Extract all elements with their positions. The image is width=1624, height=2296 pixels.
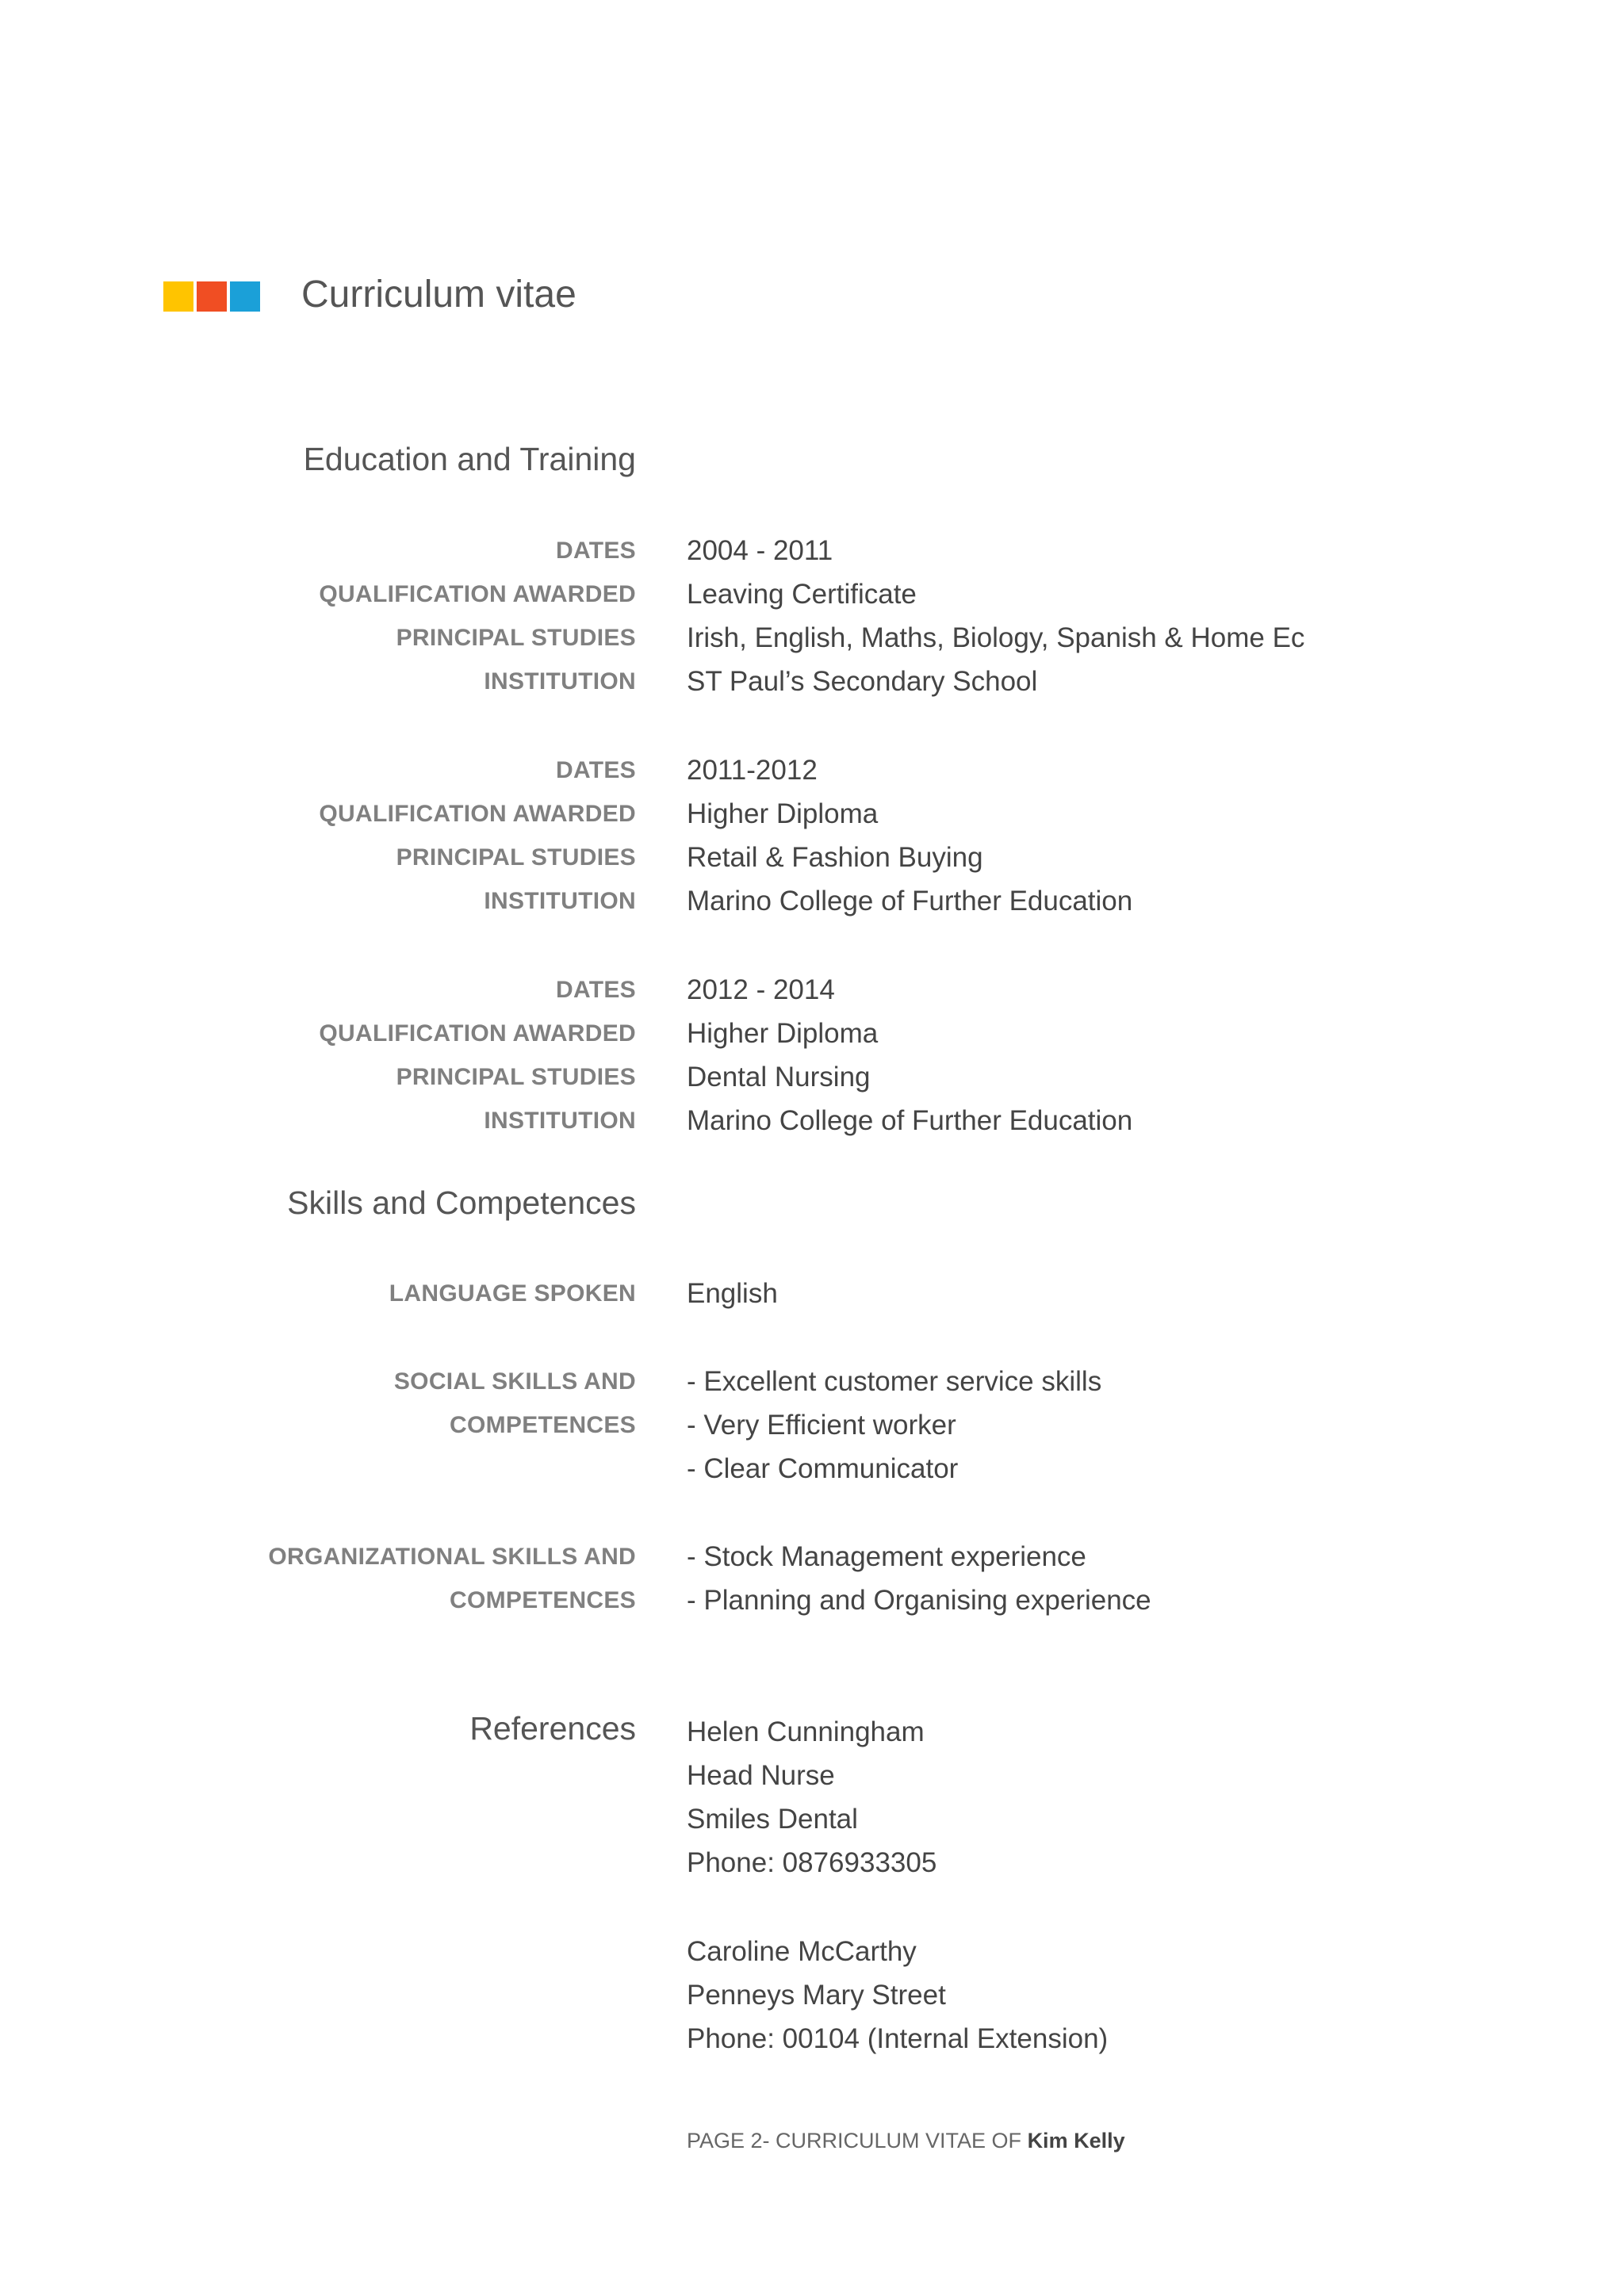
reference-2-name: Caroline McCarthy (687, 1936, 917, 1967)
org-skills-label-line-1: ORGANIZATIONAL SKILLS AND (268, 1544, 636, 1570)
social-skills-row-1 (0, 1360, 1624, 1404)
logo-blue-square (230, 281, 260, 312)
social-skill-item: - Clear Communicator (687, 1453, 959, 1484)
reference-2-company: Penneys Mary Street (687, 1980, 946, 2011)
edu-2-dates-row (0, 748, 1624, 793)
edu-2-studies-label: PRINCIPAL STUDIES (396, 844, 636, 871)
reference-1-title: Head Nurse (687, 1760, 835, 1791)
section-title-education: Education and Training (303, 441, 636, 477)
edu-2-studies: Retail & Fashion Buying (687, 842, 983, 873)
edu-3-dates: 2012 - 2014 (687, 974, 835, 1005)
section-title-references: References (469, 1710, 636, 1747)
edu-3-studies: Dental Nursing (687, 1062, 871, 1093)
edu-1-studies: Irish, English, Maths, Biology, Spanish & Home Ec (687, 622, 1305, 653)
social-skills-row-3 (0, 1447, 1624, 1491)
edu-2-institution-row (0, 879, 1624, 924)
reference-1-company: Smiles Dental (687, 1804, 858, 1835)
edu-1-studies-label: PRINCIPAL STUDIES (396, 625, 636, 651)
reference-2-phone: Phone: 00104 (Internal Extension) (687, 2023, 1109, 2054)
edu-2-dates-label: DATES (556, 757, 636, 783)
edu-2-institution-label: INSTITUTION (484, 888, 636, 914)
language-row (0, 1272, 1624, 1316)
edu-1-qualification-label: QUALIFICATION AWARDED (319, 581, 636, 607)
edu-3-institution: Marino College of Further Education (687, 1105, 1133, 1136)
page-footer (687, 2122, 1125, 2159)
org-skills-label-line-2: COMPETENCES (450, 1587, 636, 1613)
reference-1-phone: Phone: 0876933305 (687, 1847, 937, 1878)
edu-1-qualification-row (0, 572, 1624, 617)
edu-1-dates: 2004 - 2011 (687, 535, 833, 566)
org-skills-row-1 (0, 1535, 1624, 1579)
edu-1-institution-label: INSTITUTION (484, 668, 636, 695)
edu-3-institution-label: INSTITUTION (484, 1108, 636, 1134)
edu-1-qualification: Leaving Certificate (687, 579, 917, 610)
org-skill-item: - Stock Management experience (687, 1541, 1086, 1572)
edu-3-institution-row (0, 1099, 1624, 1143)
logo-red-square (197, 281, 227, 312)
edu-1-dates-label: DATES (556, 538, 636, 564)
edu-1-studies-row (0, 616, 1624, 660)
edu-3-qualification: Higher Diploma (687, 1018, 879, 1049)
edu-2-qualification-row (0, 792, 1624, 836)
reference-1-name: Helen Cunningham (687, 1716, 925, 1747)
edu-3-studies-label: PRINCIPAL STUDIES (396, 1064, 636, 1090)
edu-3-qualification-label: QUALIFICATION AWARDED (319, 1020, 636, 1047)
edu-1-institution-row (0, 660, 1624, 704)
logo-yellow-square (163, 281, 193, 312)
section-title-skills: Skills and Competences (287, 1184, 636, 1221)
cv-logo (163, 281, 260, 312)
footer-prefix: PAGE 2- CURRICULUM VITAE OF (687, 2129, 1028, 2152)
footer-name: Kim Kelly (1027, 2129, 1125, 2152)
edu-3-dates-row (0, 968, 1624, 1012)
social-skills-row-2 (0, 1403, 1624, 1448)
org-skill-item: - Planning and Organising experience (687, 1585, 1151, 1616)
language-value: English (687, 1278, 778, 1309)
language-label: LANGUAGE SPOKEN (389, 1280, 636, 1307)
page-title: Curriculum vitae (301, 274, 576, 316)
edu-2-studies-row (0, 836, 1624, 880)
edu-1-dates-row (0, 529, 1624, 573)
edu-3-studies-row (0, 1055, 1624, 1100)
social-skills-label-line-2: COMPETENCES (450, 1412, 636, 1438)
edu-2-qualification: Higher Diploma (687, 798, 879, 829)
social-skills-label-line-1: SOCIAL SKILLS AND (393, 1368, 636, 1395)
edu-2-dates: 2011-2012 (687, 755, 818, 786)
edu-3-dates-label: DATES (556, 977, 636, 1003)
edu-2-institution: Marino College of Further Education (687, 886, 1133, 916)
edu-3-qualification-row (0, 1012, 1624, 1056)
edu-1-institution: ST Paul’s Secondary School (687, 666, 1038, 697)
social-skill-item: - Excellent customer service skills (687, 1366, 1102, 1397)
org-skills-row-2 (0, 1578, 1624, 1623)
edu-2-qualification-label: QUALIFICATION AWARDED (319, 801, 636, 827)
social-skill-item: - Very Efficient worker (687, 1410, 956, 1441)
